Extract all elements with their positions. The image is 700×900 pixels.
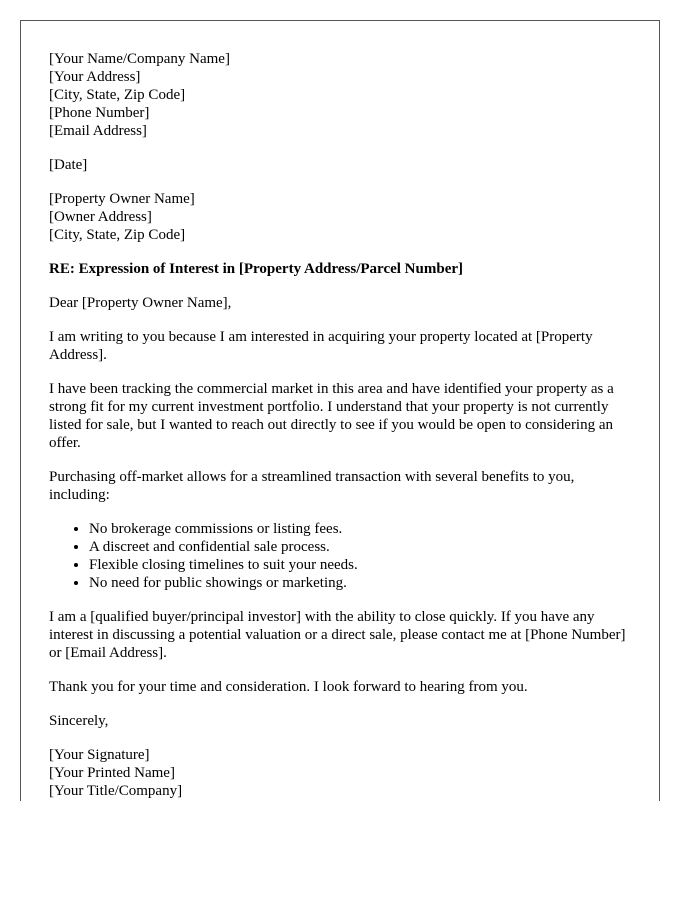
closing-salutation: Sincerely, <box>49 713 109 729</box>
printed-name: [Your Printed Name] <box>49 765 175 781</box>
recipient-name: [Property Owner Name] <box>49 191 195 207</box>
salutation: Dear [Property Owner Name], <box>49 295 232 311</box>
recipient-block <box>49 190 631 244</box>
signer-title: [Your Title/Company] <box>49 783 183 799</box>
letter-date: [Date] <box>49 157 88 173</box>
sender-name: [Your Name/Company Name] <box>49 51 230 67</box>
paragraph-tracking: I have been tracking the commercial market in this area and have identified your property as a strong fit for my current investment portfolio. I understand that your property is not currently listed for sale, but I wanted to reach out directly to see if you would be open to considering an offer. <box>49 381 614 451</box>
paragraph-thanks: Thank you for your time and consideration. I look forward to hearing from you. <box>49 679 528 695</box>
signature: [Your Signature] <box>49 747 150 763</box>
letter-page <box>20 20 660 801</box>
recipient-city: [City, State, Zip Code] <box>49 227 186 243</box>
recipient-address: [Owner Address] <box>49 209 152 225</box>
sender-address: [Your Address] <box>49 69 141 85</box>
signature-block <box>49 746 631 800</box>
list-item: • No need for public showings or marketing. <box>89 574 631 592</box>
list-item: • A discreet and confidential sale process. <box>89 538 631 556</box>
sender-phone: [Phone Number] <box>49 105 150 121</box>
paragraph-benefits-intro: Purchasing off-market allows for a streamlined transaction with several benefits to you, including: <box>49 469 575 503</box>
paragraph-intro: I am writing to you because I am interested in acquiring your property located at [Property Address]. <box>49 329 593 363</box>
sender-email: [Email Address] <box>49 123 147 139</box>
list-item: • Flexible closing timelines to suit your needs. <box>89 556 631 574</box>
sender-block <box>49 50 631 140</box>
benefits-list <box>49 520 631 592</box>
list-item: • No brokerage commissions or listing fees. <box>89 520 631 538</box>
sender-city: [City, State, Zip Code] <box>49 87 186 103</box>
subject-line: RE: Expression of Interest in [Property Address/Parcel Number] <box>49 261 464 277</box>
paragraph-closing-offer: I am a [qualified buyer/principal investor] with the ability to close quickly. If you have any interest in discussing a potential valuation or a direct sale, please contact me at [Phone Number] or [Email Address]. <box>49 609 626 661</box>
date-block <box>49 156 631 174</box>
